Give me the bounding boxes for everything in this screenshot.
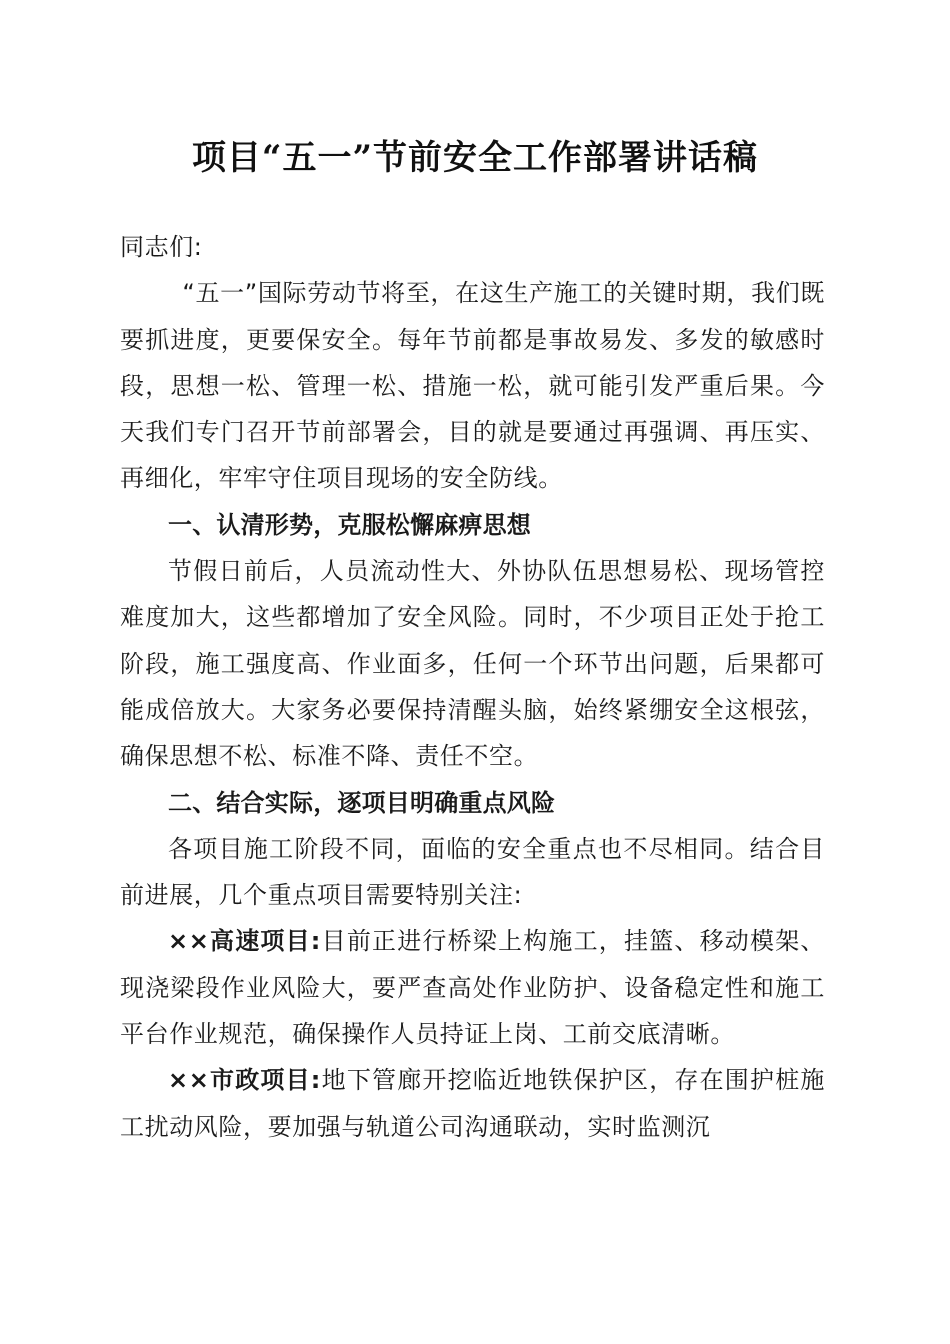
project-item-text: 目前正进行桥梁上构施工，挂篮、移动模架、现浇梁段作业风险大，要严查高处作业防护、设备稳定性和施工平台作业规范，确保操作人员持证上岗、工前交底清晰。 [120,927,825,1049]
section-1-heading: 一、认清形势，克服松懈麻痹思想 [168,510,531,539]
project-item-municipal [120,1057,825,1150]
project-item-expressway [120,918,825,1057]
section-1-paragraph: 节假日前后，人员流动性大、外协队伍思想易松、现场管控难度加大，这些都增加了安全风险。同时，不少项目正处于抢工阶段，施工强度高、作业面多，任何一个环节出问题，后果都可能成倍放大。大家务必要保持清醒头脑，始终紧绷安全这根弦，确保思想不松、标准不降、责任不空。 [120,557,825,771]
project-item-text: 地下管廊开挖临近地铁保护区，存在围护桩施工扰动风险，要加强与轨道公司沟通联动，实时监测沉 [120,1066,825,1141]
intro-paragraph: “五一”国际劳动节将至，在这生产施工的关键时期，我们既要抓进度，更要保安全。每年节前都是事故易发、多发的敏感时段，思想一松、管理一松、措施一松，就可能引发严重后果。今天我们专门召开节前部署会，目的就是要通过再强调、再压实、再细化，牢牢守住项目现场的安全防线。 [120,279,825,493]
section-2-paragraph: 各项目施工阶段不同，面临的安全重点也不尽相同。结合目前进展，几个重点项目需要特别关注: [120,834,825,910]
salutation: 同志们: [120,233,203,261]
project-item-label: ××高速项目: [168,927,322,956]
document-body [120,224,825,1150]
section-2-heading: 二、结合实际，逐项目明确重点风险 [168,788,556,817]
document-title: 项目“五一”节前安全工作部署讲话稿 [191,138,759,178]
project-item-label: ××市政项目: [168,1066,322,1095]
